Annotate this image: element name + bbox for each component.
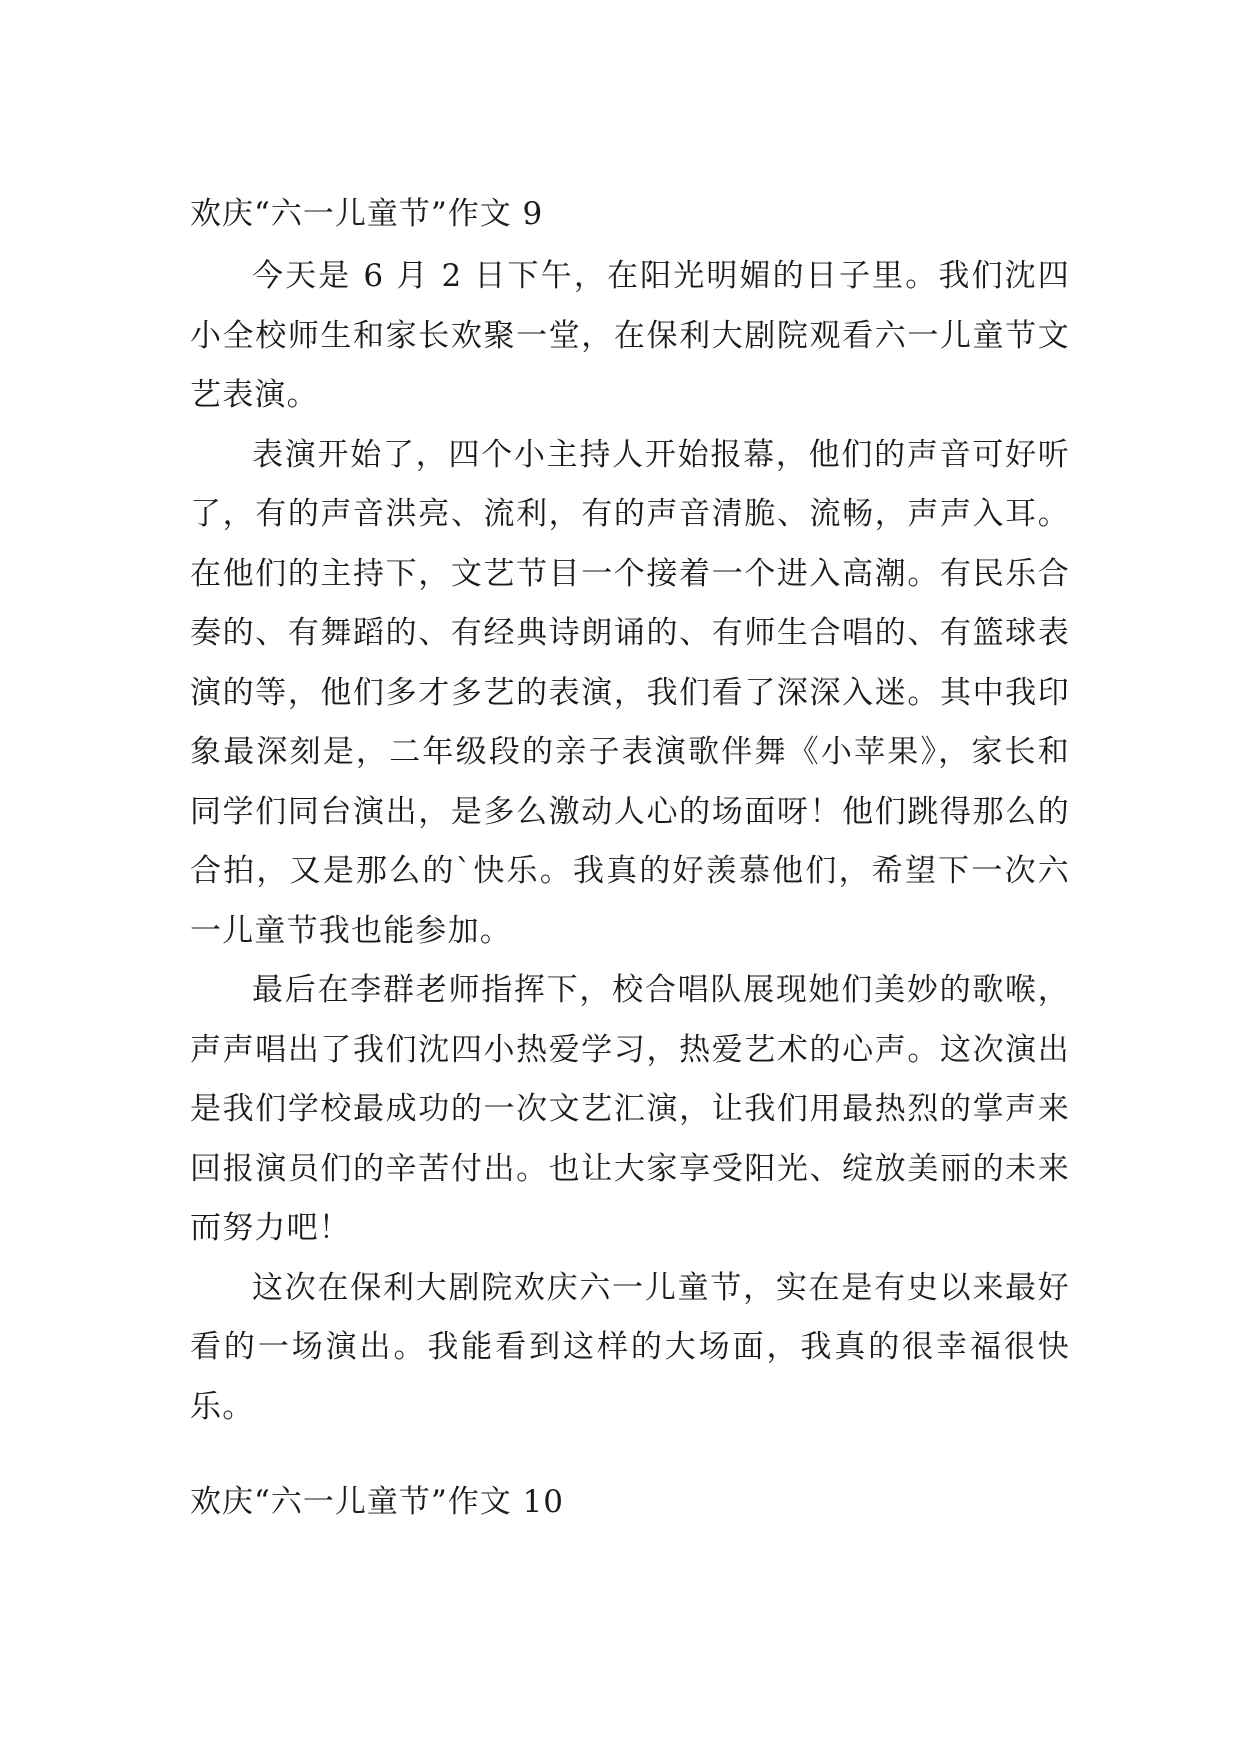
essay-paragraph-4: 这次在保利大剧院欢庆六一儿童节，实在是有史以来最好看的一场演出。我能看到这样的大场面，我真的很幸福很快乐。 — [190, 1269, 1070, 1425]
essay-9 — [190, 194, 1070, 1437]
essay-title: 欢庆“六一儿童节”作文 9 — [190, 196, 544, 232]
essay-paragraph-3: 最后在李群老师指挥下，校合唱队展现她们美妙的歌喉，声声唱出了我们沈四小热爱学习，热爱艺术的心声。这次演出是我们学校最成功的一次文艺汇演，让我们用最热烈的掌声来回报演员们的辛苦付出。也让大家享受阳光、绽放美丽的未来而努力吧！ — [190, 972, 1070, 1246]
essay-10-title: 欢庆“六一儿童节”作文 10 — [190, 1484, 564, 1520]
essay-paragraph-1: 今天是 6 月 2 日下午，在阳光明媚的日子里。我们沈四小全校师生和家长欢聚一堂，在保利大剧院观看六一儿童节文艺表演。 — [190, 258, 1070, 413]
essay-paragraph-2: 表演开始了，四个小主持人开始报幕，他们的声音可好听了，有的声音洪亮、流利，有的声音清脆、流畅，声声入耳。在他们的主持下，文艺节目一个接着一个进入高潮。有民乐合奏的、有舞蹈的、有经典诗朗诵的、有师生合唱的、有篮球表演的等，他们多才多艺的表演，我们看了深深入迷。其中我印象最深刻是，二年级段的亲子表演歌伴舞《小苹果》，家长和同学们同台演出，是多么激动人心的场面呀！他们跳得那么的合拍，又是那么的`快乐。我真的好羡慕他们，希望下一次六一儿童节我也能参加。 — [190, 436, 1070, 949]
